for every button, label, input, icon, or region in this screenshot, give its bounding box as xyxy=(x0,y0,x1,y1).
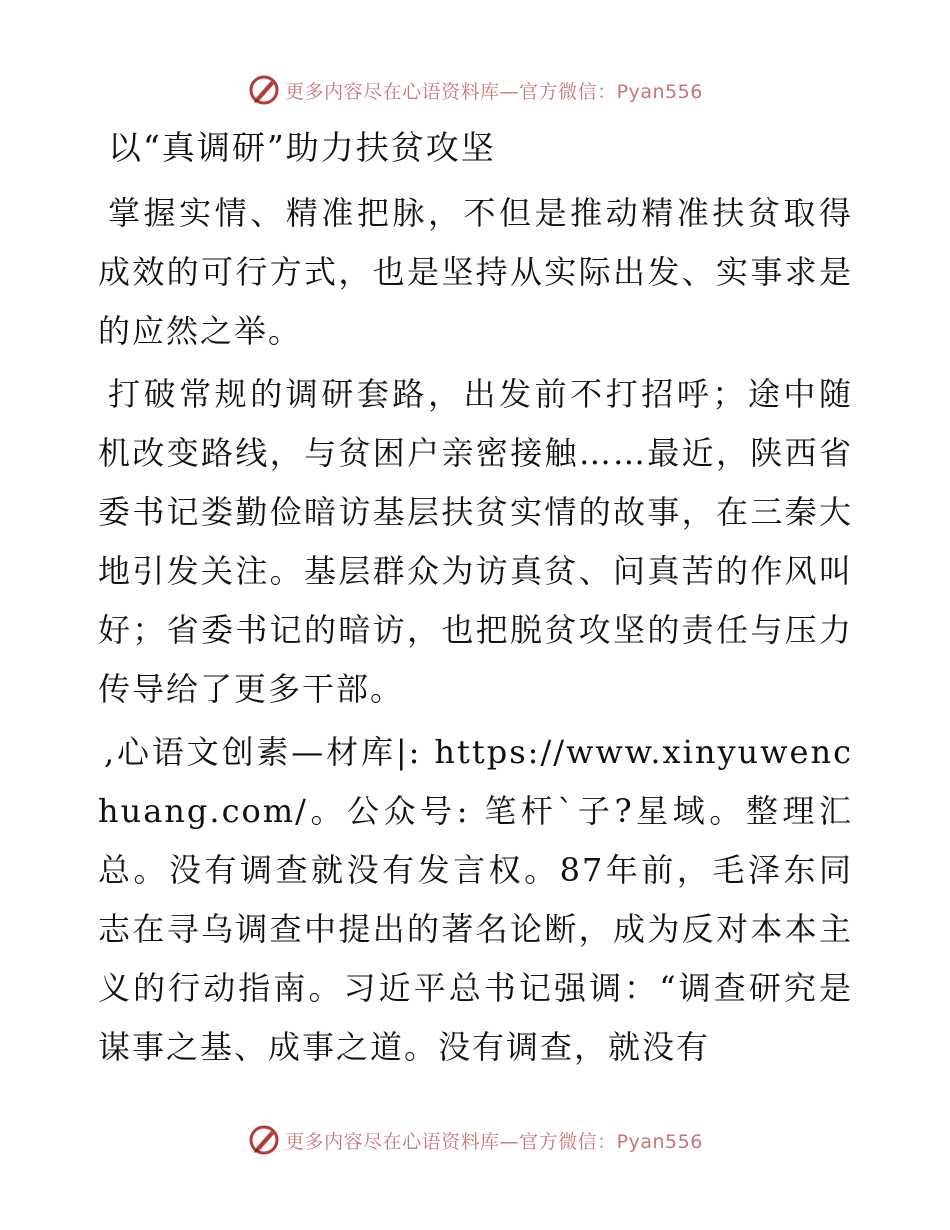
document-body xyxy=(98,122,853,1077)
pen-logo-icon xyxy=(247,1123,281,1157)
paragraph-2: 打破常规的调研套路，出发前不打招呼；途中随机改变路线，与贫困户亲密接触……最近，陕西省委书记娄勤俭暗访基层扶贫实情的故事，在三秦大地引发关注。基层群众为访真贫、问真苦的作风叫好；省委书记的暗访，也把脱贫攻坚的责任与压力传导给了更多干部。 xyxy=(98,375,853,708)
footer-banner-text: 更多内容尽在心语资料库—官方微信：Pyan556 xyxy=(285,1130,703,1153)
pen-logo-icon xyxy=(247,73,281,107)
header-banner xyxy=(0,70,950,110)
paragraph-1: 掌握实情、精准把脉，不但是推动精准扶贫取得成效的可行方式，也是坚持从实际出发、实事求是的应然之举。 xyxy=(98,194,853,350)
document-title: 以“真调研”助力扶贫攻坚 xyxy=(108,128,496,167)
header-banner-text: 更多内容尽在心语资料库—官方微信：Pyan556 xyxy=(285,80,703,103)
paragraph-3: ,心语文创素—材库|: https://www.xinyuwenchuang.com/。公众号: 笔杆`子?星域。整理汇总。没有调查就没有发言权。87年前，毛泽东同志在寻乌调查中提出的著名论断，成为反对本本主义的行动指南。习近平总书记强调：“调查研究是谋事之基、成事之道。没有调查，就没有 xyxy=(98,733,853,1066)
footer-banner xyxy=(0,1120,950,1160)
